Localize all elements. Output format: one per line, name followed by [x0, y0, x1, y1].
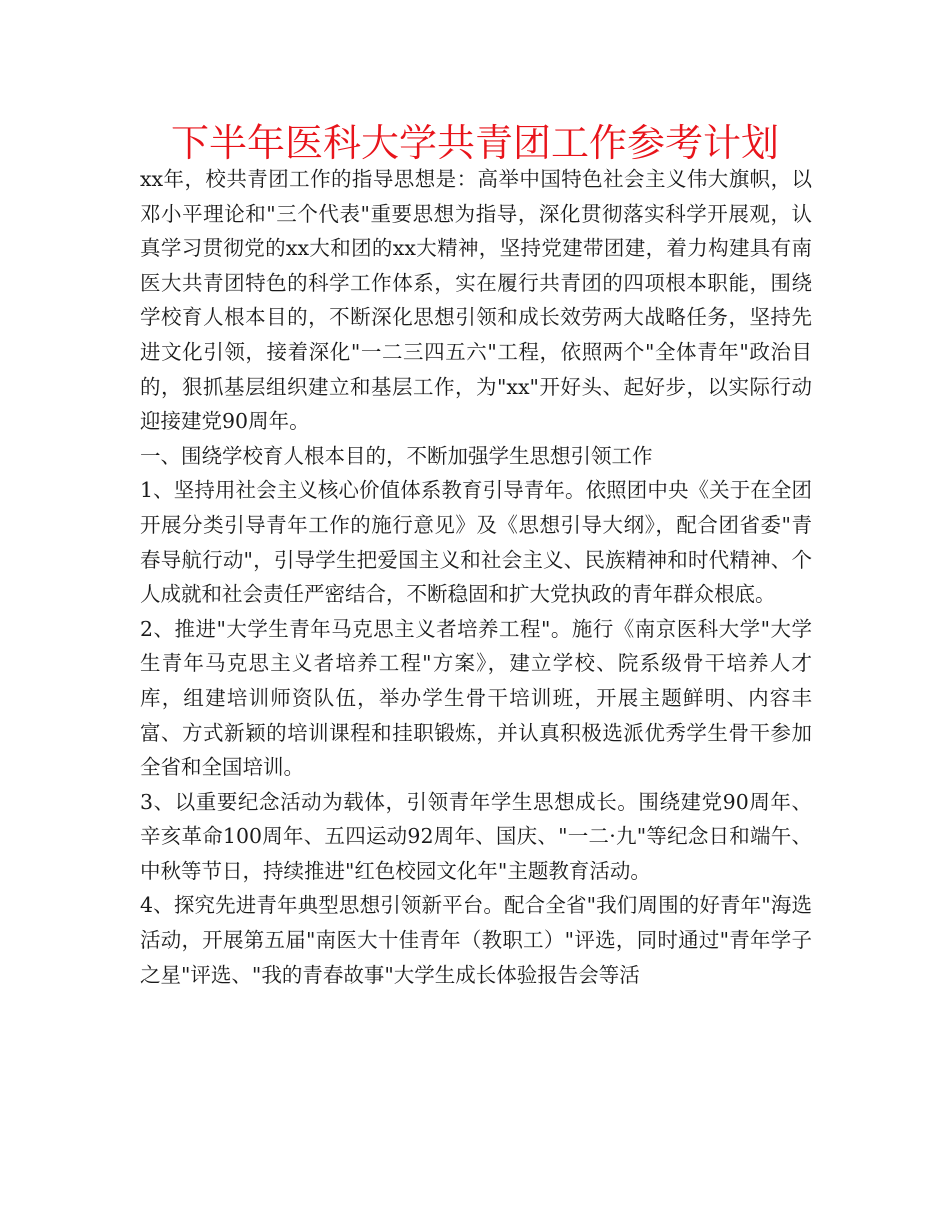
paragraph-item-2: 2、推进"大学生青年马克思主义者培养工程"。施行《南京医科大学"大学生青年马克思主义者培养工程"方案》，建立学校、院系级骨干培养人才库，组建培训师资队伍，举办学生骨干培训班，开展主题鲜明、内容丰富、方式新颖的培训课程和挂职锻炼，并认真积极选派优秀学生骨干参加全省和全国培训。: [140, 616, 812, 780]
paragraph-item-4: 4、探究先进青年典型思想引领新平台。配合全省"我们周围的好青年"海选活动，开展第五届"南医大十佳青年（教职工）"评选，同时通过"青年学子之星"评选、"我的青春故事"大学生成长体验报告会等活: [140, 893, 812, 987]
section-heading-1: 一、围绕学校育人根本目的，不断加强学生思想引领工作: [140, 443, 653, 468]
paragraph-item-1: 1、坚持用社会主义核心价值体系教育引导青年。依照团中央《关于在全团开展分类引导青年工作的施行意见》及《思想引导大纲》，配合团省委"青春导航行动"，引导学生把爱国主义和社会主义、民族精神和时代精神、个人成就和社会责任严密结合，不断稳固和扩大党执政的青年群众根底。: [140, 478, 812, 607]
document-title: 下半年医科大学共青团工作参考计划: [170, 121, 779, 165]
document-body: [140, 162, 812, 992]
paragraph-item-3: 3、以重要纪念活动为载体，引领青年学生思想成长。围绕建党90周年、辛亥革命100周年、五四运动92周年、国庆、"一二·九"等纪念日和端午、中秋等节日，持续推进"红色校园文化年"主题教育活动。: [140, 789, 812, 883]
paragraph-guiding-ideology: xx年，校共青团工作的指导思想是：高举中国特色社会主义伟大旗帜，以邓小平理论和"三个代表"重要思想为指导，深化贯彻落实科学开展观，认真学习贯彻党的xx大和团的xx大精神，坚持党建带团建，着力构建具有南医大共青团特色的科学工作体系，实在履行共青团的四项根本职能，围绕学校育人根本目的，不断深化思想引领和成长效劳两大战略任务，坚持先进文化引领，接着深化"一二三四五六"工程，依照两个"全体青年"政治目的，狠抓基层组织建立和基层工作，为"xx"开好头、起好步，以实际行动迎接建党90周年。: [140, 167, 812, 434]
